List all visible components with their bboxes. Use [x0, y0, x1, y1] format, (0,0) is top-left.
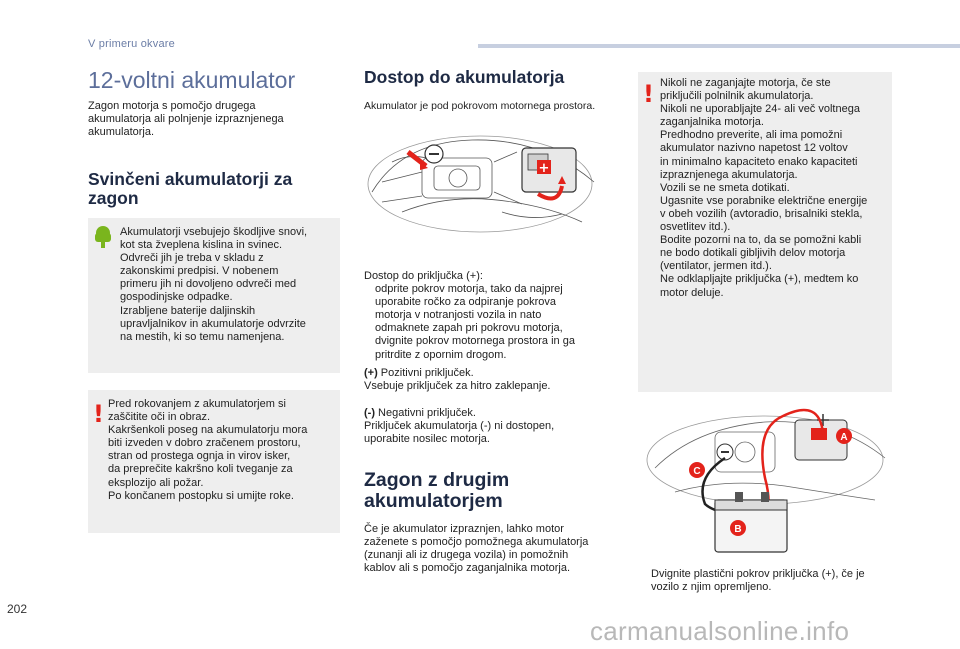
eco-text — [120, 226, 336, 344]
section-heading-lead-acid — [88, 170, 338, 208]
header-bar — [478, 44, 960, 48]
label-a-icon — [836, 428, 852, 444]
bullet-line: vozilo z njim opremljeno. — [651, 581, 772, 594]
access-title: Dostop do priključka (+): — [364, 270, 483, 282]
plus-description: Vsebuje priključek za hitro zaklepanje. — [364, 380, 551, 393]
jump-start-line: zaženete s pomočjo pomožnega akumulatorja — [364, 536, 589, 549]
warning-line: ne bodo dotikali gibljivih delov motorja — [660, 247, 846, 260]
bullet-line: pritrdite z opornim drogom. — [375, 348, 507, 361]
warning-line: Bodite pozorni na to, da se pomožni kabli — [660, 234, 862, 247]
list-item — [640, 568, 900, 594]
warning-box-right — [638, 72, 892, 392]
heading-line: Zagon z drugim — [364, 469, 510, 491]
label-b-icon — [730, 520, 746, 536]
access-steps — [364, 270, 624, 362]
list-item — [364, 283, 624, 335]
label-c-icon — [689, 462, 705, 478]
warning-line: Po končanem postopku si umijte roke. — [108, 489, 294, 502]
warning-line: biti izveden v dobro zračenem prostoru, — [108, 437, 301, 450]
minus-symbol-label: (-) — [364, 407, 375, 419]
bullet-line: uporabite ročko za odpiranje pokrova — [375, 296, 557, 309]
warning-text — [660, 77, 890, 300]
warning-line: Predhodno preverite, ali ima pomožni — [660, 129, 843, 142]
warning-line: Ugasnite vse porabnike električne energije — [660, 194, 868, 207]
section-heading-access: Dostop do akumulatorja — [364, 67, 565, 87]
minus-terminal-marker — [425, 145, 443, 163]
watermark: carmanualsonline.info — [590, 616, 850, 646]
warning-icon: ! — [643, 80, 654, 108]
heading-line: Svinčeni akumulatorji za — [88, 169, 293, 189]
warning-line: izpraznjenega akumulatorja. — [660, 168, 798, 181]
bullet-line: motorja v notranjosti vozila in nato — [375, 309, 542, 322]
battery-top-illustration — [522, 148, 576, 192]
arrow-icon — [408, 152, 426, 166]
intro-text — [88, 100, 328, 139]
eco-line: zakonskimi predpisi. V nobenem — [120, 265, 279, 278]
engine-bay-illustration — [362, 122, 610, 242]
svg-text:A: A — [840, 432, 848, 443]
page-number: 202 — [7, 602, 28, 616]
minus-label: Negativni priključek. — [375, 407, 476, 419]
bullet-line: Dvignite plastični pokrov priključka (+), če je — [651, 568, 865, 580]
eco-line: na mestih, ki so temu namenjena. — [120, 330, 285, 343]
list-item — [364, 335, 624, 361]
eco-leaf-icon — [92, 225, 114, 249]
warning-line: da preprečite kakršno koli tveganje za — [108, 463, 293, 476]
warning-line: Vozili se ne smeta dotikati. — [660, 181, 790, 194]
heading-line: akumulatorjem — [364, 490, 503, 512]
jump-start-illustration — [645, 408, 895, 558]
eco-info-box — [88, 218, 340, 373]
warning-line: osvetlitev itd.). — [660, 221, 731, 234]
svg-text:C: C — [693, 466, 701, 477]
minus-description: Priključek akumulatorja (-) ni dostopen, — [364, 420, 555, 433]
warning-line: zaganjalnika motorja. — [660, 116, 764, 129]
right-instruction — [640, 568, 900, 594]
svg-text:B: B — [734, 524, 742, 535]
page-title: 12-voltni akumulator — [88, 67, 296, 93]
warning-icon: ! — [93, 400, 104, 428]
bullet-line: odprite pokrov motorja, tako da najprej — [375, 283, 563, 296]
warning-line: Nikoli ne uporabljajte 24- ali več voltnega — [660, 103, 860, 116]
jump-start-line: Če je akumulator izpraznjen, lahko motor — [364, 523, 564, 535]
intro-line: akumulatorja. — [88, 126, 155, 139]
warning-line: zaščitite oči in obraz. — [108, 411, 211, 424]
access-intro: Akumulator je pod pokrovom motornega prostora. — [364, 100, 596, 112]
warning-line: Nikoli ne zaganjajte motorja, če ste — [660, 77, 831, 89]
warning-line: (ventilator, jermen itd.). — [660, 260, 772, 273]
section-heading-jump-start — [364, 470, 624, 512]
heading-line: zagon — [88, 188, 139, 208]
jump-start-text — [364, 523, 624, 575]
jump-start-line: kablov ali s pomočjo zaganjalnika motorja. — [364, 562, 571, 575]
plus-symbol: + — [538, 161, 550, 176]
eco-line: upravljalnikov in akumulatorje odvrzite — [120, 317, 306, 330]
warning-line: eksplozijo ali požar. — [108, 476, 204, 489]
section-label: V primeru okvare — [88, 38, 175, 50]
eco-line: Akumulatorji vsebujejo škodljive snovi, — [120, 226, 308, 238]
bullet-line: odmaknete zapah pri pokrovu motorja, — [375, 322, 563, 335]
warning-line: akumulator nazivno napetost 12 voltov — [660, 142, 848, 155]
eco-line: primeru jih ni dovoljeno odvreči med — [120, 278, 297, 291]
eco-line: kot sta žveplena kislina in svinec. — [120, 239, 283, 252]
warning-line: Ne odklapljajte priključka (+), medtem ko — [660, 273, 859, 286]
warning-line: stran od prostega ognja in virov isker, — [108, 450, 291, 463]
minus-terminal-text — [364, 407, 624, 446]
minus-terminal-marker — [717, 444, 733, 460]
warning-line: priključili polnilnik akumulatorja. — [660, 90, 814, 103]
warning-line: in minimalno kapaciteto enako kapaciteti — [660, 155, 858, 168]
plus-symbol-label: (+) — [364, 367, 378, 379]
intro-line: akumulatorja ali polnjenje izpraznjenega — [88, 113, 284, 126]
warning-box-left — [88, 390, 340, 533]
plus-terminal-text — [364, 367, 624, 393]
bullet-line: dvignite pokrov motornega prostora in ga — [375, 335, 575, 348]
eco-line: Odvreči jih je treba v skladu z — [120, 252, 264, 265]
intro-line: Zagon motorja s pomočjo drugega — [88, 100, 256, 112]
warning-line: Pred rokovanjem z akumulatorjem si — [108, 398, 286, 410]
warning-text — [108, 398, 336, 503]
warning-line: Kakršenkoli poseg na akumulatorju mora — [108, 424, 308, 437]
booster-battery-illustration — [715, 492, 787, 552]
plus-label: Pozitivni priključek. — [377, 367, 474, 379]
warning-line: v obeh vozilih (avtoradio, brisalniki stekla, — [660, 207, 863, 220]
eco-line: Izrabljene baterije daljinskih — [120, 304, 256, 317]
minus-description: uporabite nosilec motorja. — [364, 433, 490, 446]
jump-start-line: (zunanji ali iz drugega vozila) in pomožnih — [364, 549, 569, 562]
warning-line: motor deluje. — [660, 286, 724, 299]
eco-line: gospodinjske odpadke. — [120, 291, 233, 304]
